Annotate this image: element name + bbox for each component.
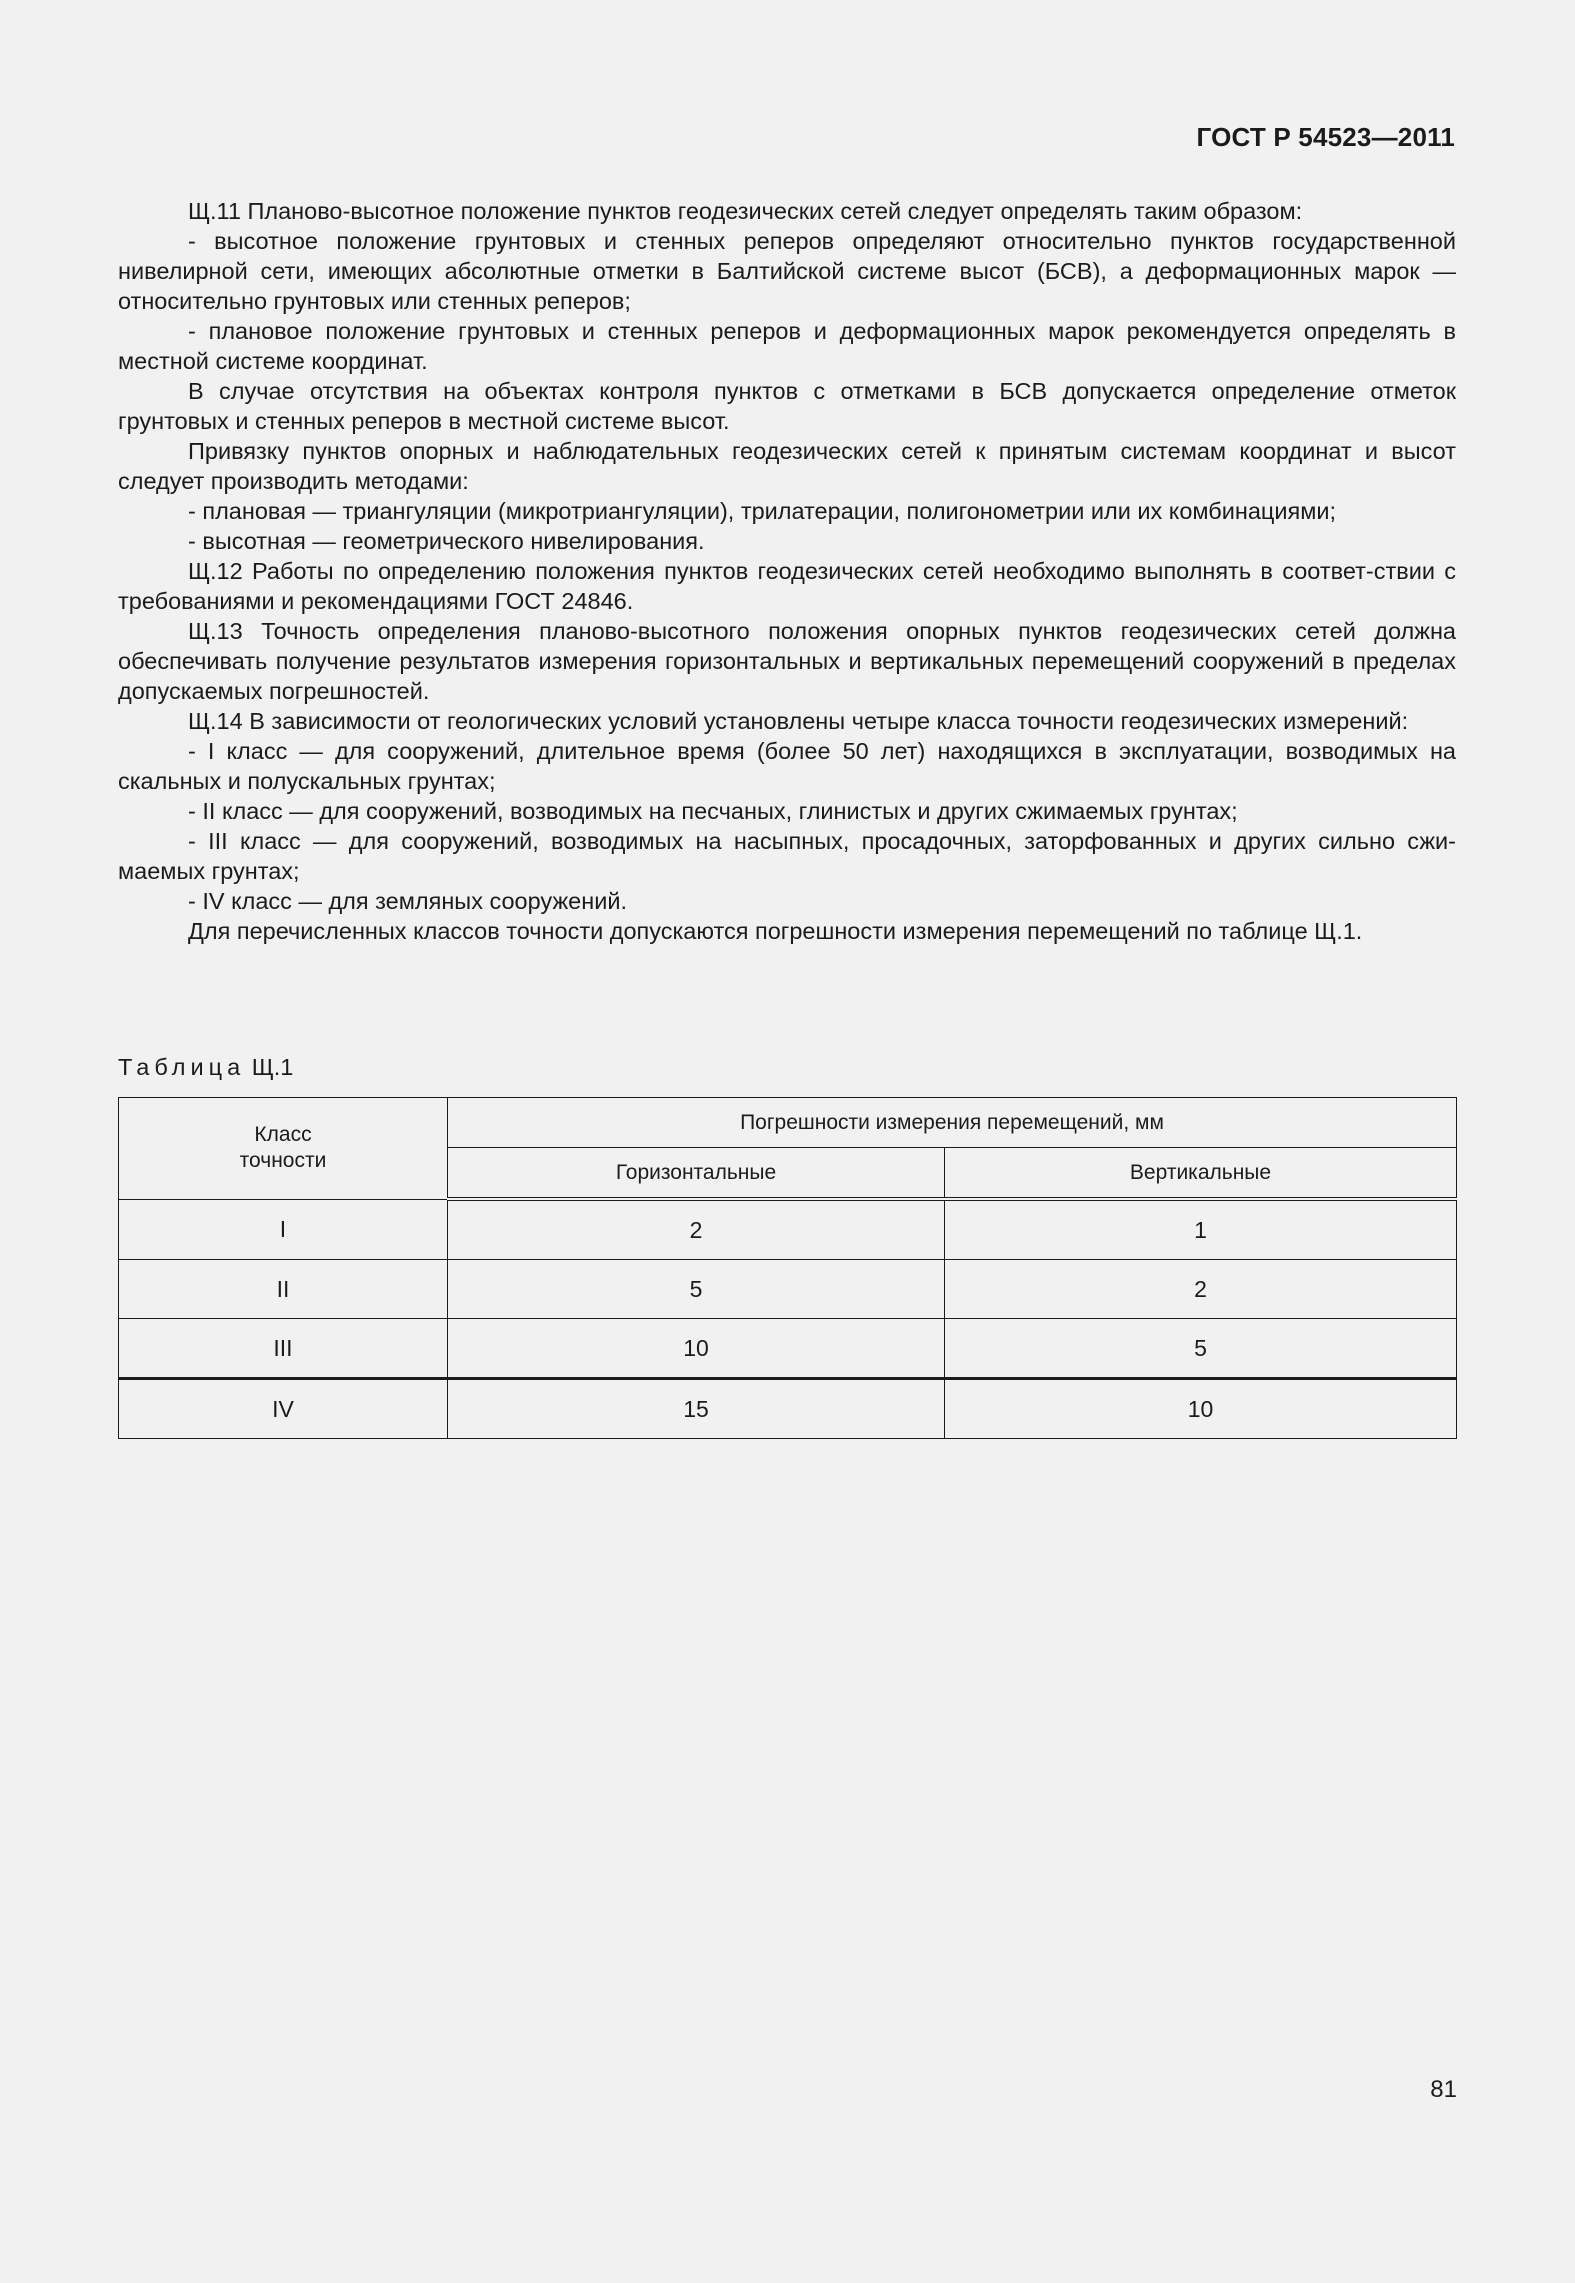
header-horizontal: Горизонтальные bbox=[448, 1148, 945, 1200]
cell-class: III bbox=[119, 1319, 448, 1379]
table-row bbox=[119, 1199, 1457, 1260]
paragraph-sh14: Щ.14 В зависимости от геологических условий установлены четыре класса точности геодезических измерений: bbox=[188, 708, 1409, 734]
paragraph-sh12: Щ.12 Работы по определению положения пунктов геодезических сетей необходимо выполнять в соответ-ствии с требованиями и рекомендациями ГОСТ 24846. bbox=[118, 558, 1456, 614]
cell-horizontal: 2 bbox=[448, 1199, 945, 1260]
table-caption-number: Щ.1 bbox=[251, 1054, 294, 1080]
body-text bbox=[118, 196, 1456, 946]
paragraph-list-item: - IV класс — для земляных сооружений. bbox=[188, 888, 627, 914]
paragraph-list-item: - высотная — геометрического нивелирования. bbox=[188, 528, 705, 554]
table-caption-word: Таблица bbox=[118, 1054, 246, 1080]
paragraph: В случае отсутствия на объектах контроля пунктов с отметками в БСВ допускается определение отметок грунтовых и стенных реперов в местной системе высот. bbox=[118, 378, 1456, 434]
table-row bbox=[119, 1260, 1457, 1319]
cell-class: IV bbox=[119, 1379, 448, 1439]
header-error-group: Погрешности измерения перемещений, мм bbox=[448, 1098, 1457, 1148]
cell-class: I bbox=[119, 1199, 448, 1260]
paragraph-list-item: - высотное положение грунтовых и стенных реперов определяют относительно пунктов государственной нивелирной сети, имеющих абсолютные отметки в Балтийской системе высот (БСВ), а деформационных марок — относительно грунтовых или стенных реперов; bbox=[118, 228, 1456, 314]
cell-vertical: 1 bbox=[945, 1199, 1457, 1260]
page-number: 81 bbox=[1430, 2076, 1457, 2103]
cell-vertical: 2 bbox=[945, 1260, 1457, 1319]
paragraph-sh13: Щ.13 Точность определения планово-высотного положения опорных пунктов геодезических сетей должна обеспечивать получение результатов измерения горизонтальных и вертикальных перемещений сооружений в пределах допускаемых погрешностей. bbox=[118, 618, 1456, 704]
accuracy-table bbox=[118, 1097, 1457, 1439]
header-vertical: Вертикальные bbox=[945, 1148, 1457, 1200]
cell-class: II bbox=[119, 1260, 448, 1319]
paragraph-sh11: Щ.11 Планово-высотное положение пунктов геодезических сетей следует определять таким образом: bbox=[188, 198, 1303, 224]
cell-horizontal: 10 bbox=[448, 1319, 945, 1379]
cell-vertical: 10 bbox=[945, 1379, 1457, 1439]
paragraph-list-item: - III класс — для сооружений, возводимых на насыпных, просадочных, заторфованных и других сильно сжи-маемых грунтах; bbox=[118, 828, 1456, 884]
paragraph-list-item: - плановое положение грунтовых и стенных реперов и деформационных марок рекомендуется определять в местной системе координат. bbox=[118, 318, 1456, 374]
table-caption bbox=[118, 1052, 293, 1082]
paragraph-list-item: - I класс — для сооружений, длительное время (более 50 лет) находящихся в эксплуатации, возводимых на скальных и полускальных грунтах; bbox=[118, 738, 1456, 794]
table-row bbox=[119, 1319, 1457, 1379]
paragraph-list-item: - II класс — для сооружений, возводимых на песчаных, глинистых и других сжимаемых грунтах; bbox=[188, 798, 1238, 824]
paragraph-list-item: - плановая — триангуляции (микротриангуляции), трилатерации, полигонометрии или их комбинациями; bbox=[188, 498, 1337, 524]
document-header: ГОСТ Р 54523—2011 bbox=[1196, 122, 1455, 152]
header-class: Класс точности bbox=[119, 1098, 448, 1200]
paragraph: Для перечисленных классов точности допускаются погрешности измерения перемещений по таблице Щ.1. bbox=[188, 918, 1363, 944]
paragraph: Привязку пунктов опорных и наблюдательных геодезических сетей к принятым системам координат и высот следует производить методами: bbox=[118, 438, 1456, 494]
cell-horizontal: 5 bbox=[448, 1260, 945, 1319]
table-row bbox=[119, 1379, 1457, 1439]
cell-vertical: 5 bbox=[945, 1319, 1457, 1379]
cell-horizontal: 15 bbox=[448, 1379, 945, 1439]
